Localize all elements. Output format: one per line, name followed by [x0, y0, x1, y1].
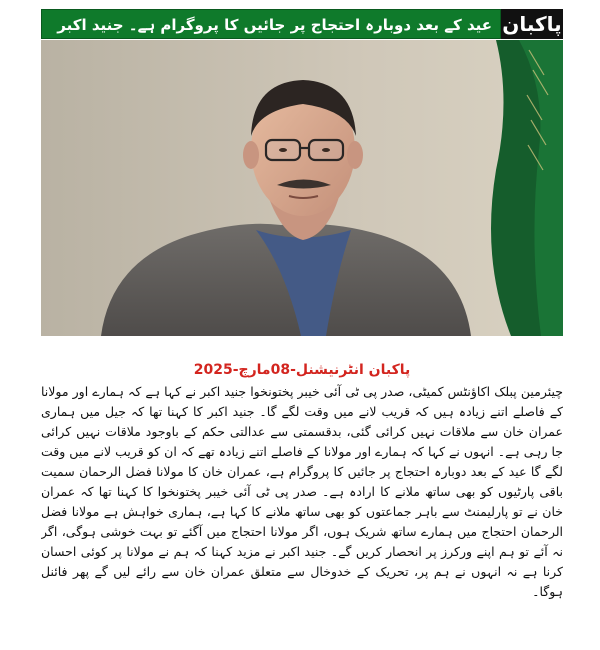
article-body: چیئرمین پبلک اکاؤنٹس کمیٹی، صدر پی ٹی آئی خیبر پختونخوا جنید اکبر نے کہا ہے کہ ہمارے اور مولانا کے فاصلے اتنے زیادہ ہیں کہ قریب لانے میں وقت لگے گا۔ جنید اکبر کا کہنا تھا کہ جیل میں ہماری عمران خان سے ملاقات نہیں کرائی گئی، بدقسمتی سے عدالتی حکم کے باوجود ملاقات نہیں کرائی جا رہی ہے۔ انہوں نے کہا کہ ہمارے اور مولانا کے فاصلے اتنے زیادہ تھے کہ ان کو قریب لانے میں وقت لگے گا عید کے بعد دوبارہ احتجاج پر جائیں کا پروگرام ہے، عمران خان کا مولانا فضل الرحمان سمیت باقی پارٹیوں کو بھی ساتھ ملانے کا ارادہ ہے۔ صدر پی ٹی آئی خیبر پختونخوا کا کہنا تھا کہ عمران خان نے تو پارلیمنٹ سے باہر جماعتوں کو بھی ساتھ ملانے کا کہا ہے، ہماری خواہش ہے مولانا فضل الرحمان احتجاج میں ہمارے ساتھ شریک ہوں، اگر مولانا احتجاج میں آگئے تو بہت خوشی ہوگی، اگر نہ آئے تو ہم اپنے ورکرز پر انحصار کریں گے۔ جنید اکبر نے مزید کہنا کہ ہم نے مولانا پر کوئی احسان کرنا ہے نہ انہوں نے ہم پر، تحریک کے خدوخال سے متعلق عمران خان سے رائے لیں گے پھر فائنل ہوگا۔ [41, 384, 563, 599]
news-photo [41, 40, 563, 336]
brand-logo: پاکبان [501, 9, 563, 39]
news-header [41, 9, 563, 39]
dateline: پاکبان انٹرنیشنل-08مارچ-2025 [193, 362, 411, 378]
portrait-illustration [41, 40, 563, 336]
headline: عید کے بعد دوبارہ احتجاج پر جائیں کا پروگرام ہے۔ جنید اکبر [41, 9, 501, 39]
